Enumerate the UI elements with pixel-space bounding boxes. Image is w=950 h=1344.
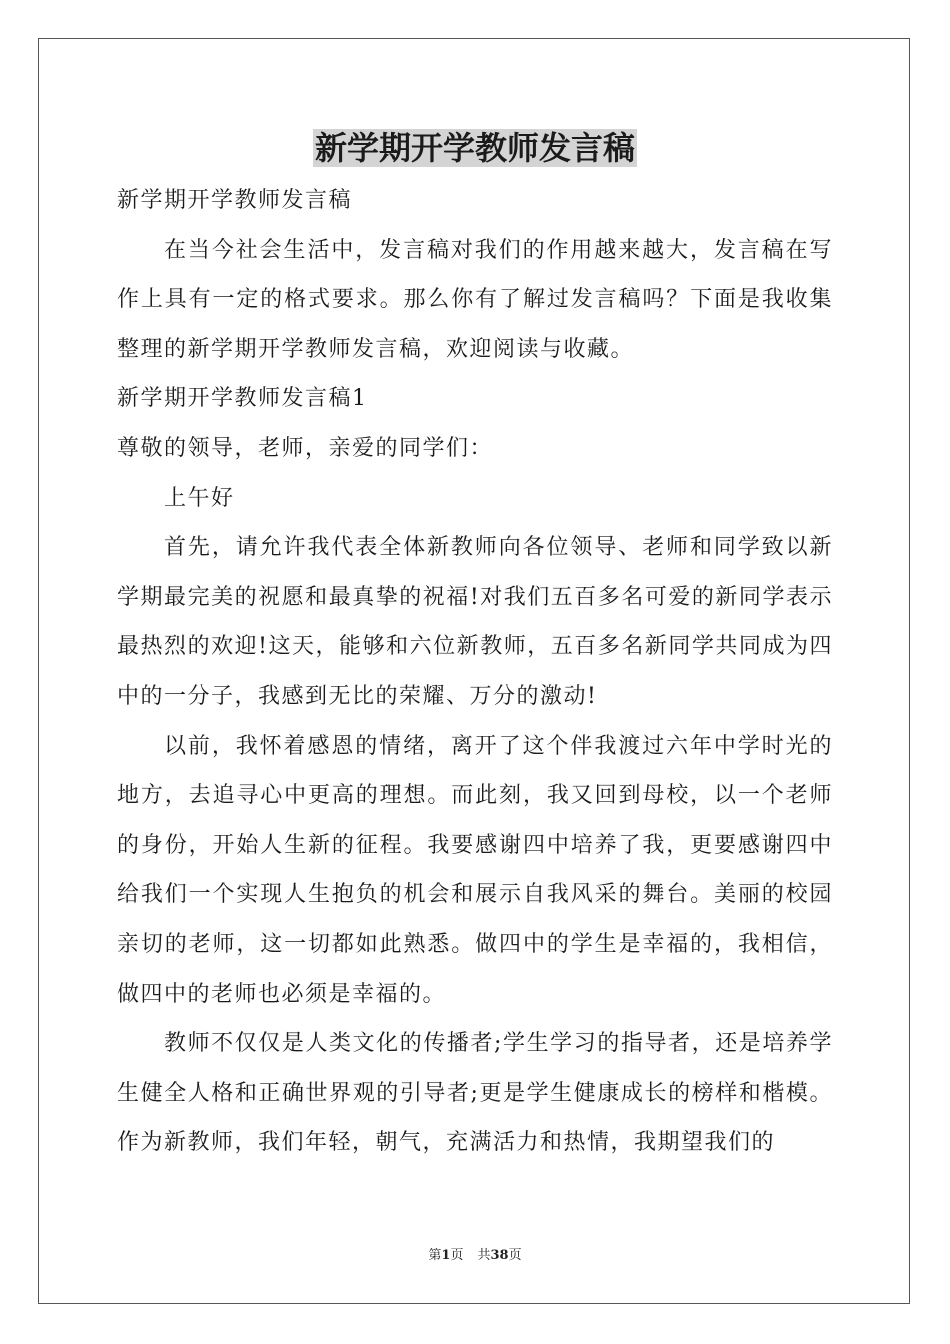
intro-paragraph: 在当今社会生活中，发言稿对我们的作用越来越大，发言稿在写作上具有一定的格式要求。那么你有了解过发言稿吗？下面是我收集整理的新学期开学教师发言稿，欢迎阅读与收藏。 xyxy=(117,237,833,362)
page-current: 1 xyxy=(441,1248,451,1263)
page-suffix: 页 xyxy=(450,1248,464,1263)
document-title xyxy=(0,126,950,170)
body-paragraph-2: 以前，我怀着感恩的情绪，离开了这个伴我渡过六年中学时光的地方，去追寻心中更高的理想。而此刻，我又回到母校，以一个老师的身份，开始人生新的征程。我要感谢四中培养了我，更要感谢四中给我们一个实现人生抱负的机会和展示自我风采的舞台。美丽的校园亲切的老师，这一切都如此熟悉。做四中的学生是幸福的，我相信，做四中的老师也必须是幸福的。 xyxy=(117,733,833,1007)
total-suffix: 页 xyxy=(508,1248,522,1263)
page-total: 38 xyxy=(490,1248,509,1263)
subtitle-paragraph: 新学期开学教师发言稿 xyxy=(117,188,353,213)
document-body xyxy=(117,176,833,1168)
total-prefix: 共 xyxy=(477,1248,491,1263)
page-footer xyxy=(0,1247,950,1265)
page-prefix: 第 xyxy=(428,1248,442,1263)
body-paragraph-3: 教师不仅仅是人类文化的传播者;学生学习的指导者，还是培养学生健全人格和正确世界观的引导者;更是学生健康成长的榜样和楷模。作为新教师，我们年轻，朝气，充满活力和热情，我期望我们的 xyxy=(117,1031,833,1156)
section-heading: 新学期开学教师发言稿1 xyxy=(117,386,368,412)
body-paragraph-1: 首先，请允许我代表全体新教师向各位领导、老师和同学致以新学期最完美的祝愿和最真挚的祝福!对我们五百多名可爱的新同学表示最热烈的欢迎!这天，能够和六位新教师，五百多名新同学共同成为四中的一分子，我感到无比的荣耀、万分的激动! xyxy=(117,535,833,709)
document-title-text: 新学期开学教师发言稿 xyxy=(314,129,635,167)
salutation-paragraph: 尊敬的领导，老师，亲爱的同学们： xyxy=(117,435,494,461)
greeting-paragraph: 上午好 xyxy=(164,485,235,511)
